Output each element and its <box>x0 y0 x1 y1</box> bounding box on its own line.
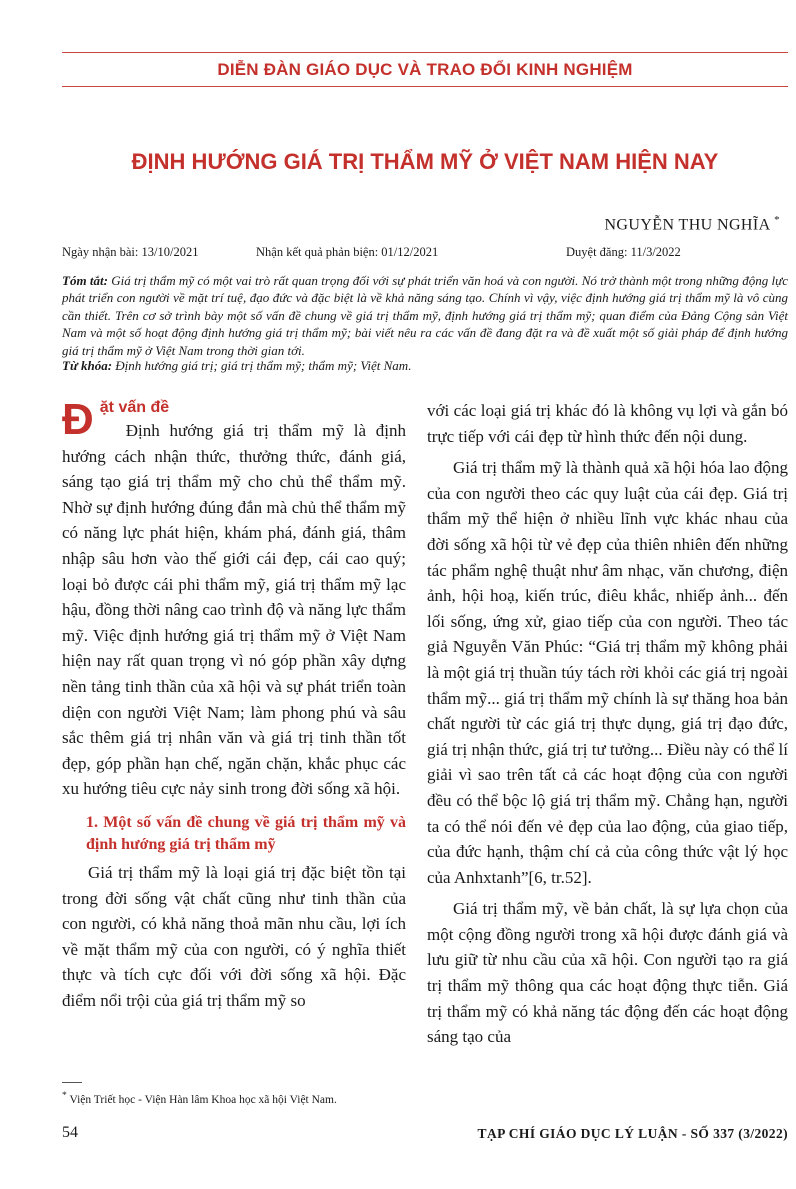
footnote-text: Viện Triết học - Viện Hàn lâm Khoa học xã hội Việt Nam. <box>69 1093 337 1106</box>
received-date: Ngày nhận bài: 13/10/2021 <box>62 245 199 259</box>
paragraph: Giá trị thẩm mỹ là loại giá trị đặc biệt tồn tại trong đời sống vật chất cũng như tinh thần của con người, có khả năng thoả mãn nhu cầu, lợi ích về mặt thẩm mỹ của con người, có ý nghĩa thiết thực và tích cực đối với đời sống xã hội. Đặc điểm nổi trội của giá trị thẩm mỹ so <box>62 862 406 1010</box>
header-rule-top <box>62 52 788 53</box>
section-header: DIỄN ĐÀN GIÁO DỤC VÀ TRAO ĐỔI KINH NGHIỆM <box>217 60 633 79</box>
approved-date: Duyệt đăng: 11/3/2022 <box>566 245 681 259</box>
header-rule-bottom <box>62 86 788 87</box>
intro-paragraph: Định hướng giá trị thẩm mỹ là định hướng cách nhận thức, thưởng thức, đánh giá, sáng tạo giá trị thẩm mỹ cho chủ thể thẩm mỹ. Nhờ sự định hướng đúng đắn mà chủ thể thẩm mỹ có năng lực phát hiện, khám phá, đánh giá, thâm nhập sâu hơn vào thế giới cái đẹp, cái cao quý; loại bỏ được cái phi thẩm mỹ, giá trị thẩm mỹ lạc hậu, đồng thời nâng cao trình độ và năng lực thẩm mỹ. Việc định hướng giá trị thẩm mỹ ở Việt Nam hiện nay rất quan trọng vì nó góp phần xây dựng nền tảng tinh thần của xã hội và sự phát triển toàn diện con người Việt Nam; làm phong phú và sâu sắc thêm giá trị nhân văn và giá trị tinh thần tốt đẹp, góp phần hạn chế, ngăn chặn, khắc phục các xu hướng tiêu cực nảy sinh trong đời sống xã hội. <box>62 421 406 799</box>
footnote-rule <box>62 1082 82 1083</box>
keywords-label: Từ khóa: <box>62 358 113 373</box>
paragraph: Giá trị thẩm mỹ là thành quả xã hội hóa lao động của con người theo các quy luật của cái đẹp. Giá trị thẩm mỹ thể hiện ở nhiều lĩnh vực khác nhau của đời sống xã hội từ vẻ đẹp của thiên nhiên đến những tác phẩm nghệ thuật như âm nhạc, văn chương, điện ảnh, hội hoạ, kiến trúc, điêu khắc, nhiếp ảnh... đến lối sống, ứng xử, giao tiếp của con người. Theo tác giả Nguyễn Văn Phúc: “Giá trị thẩm mỹ không phải là một giá trị thuần túy tách rời khỏi các giá trị ngoài thẩm mỹ... giá trị thẩm mỹ chính là sự thăng hoa bản chất người từ các giá trị thực dụng, giá trị đạo đức, giá trị nhận thức, giá trị tư tưởng... Điều này có thể lí giải vì sao trên tất cả các hoạt động của con người đều có thể bộc lộ giá trị thẩm mỹ. Chẳng hạn, người ta có thể nói đến vẻ đẹp của lao động, của giao tiếp, của đức hạnh, thậm chí cả của công thức vật lý học của Anhxtanh”[6, tr.52]. <box>427 458 788 887</box>
left-column <box>62 395 406 1013</box>
section-heading-1: 1. Một số vấn đề chung về giá trị thẩm mỹ và định hướng giá trị thẩm mỹ <box>86 813 406 853</box>
right-column <box>427 398 788 1050</box>
paragraph: Giá trị thẩm mỹ, về bản chất, là sự lựa chọn của một cộng đồng người trong xã hội được đánh giá và lưu giữ từ nhu cầu của xã hội. Con người tạo ra giá trị thẩm mỹ thông qua các hoạt động thực tiễn. Giá trị thẩm mỹ có khả năng tác động đến các hoạt động sáng tạo của <box>427 899 788 1047</box>
abstract-text: Giá trị thẩm mỹ có một vai trò rất quan trọng đối với sự phát triển văn hoá và con người. Nó trở thành một trong những động lực phát triển con người về mặt trí tuệ, đạo đức và đặc biệt là về khả năng sáng tạo. Chính vì vậy, việc định hướng giá trị thẩm mỹ là vô cùng cần thiết. Trên cơ sở trình bày một số vấn đề chung về giá trị thẩm mỹ, định hướng giá trị thẩm mỹ; quan điểm của Đảng Cộng sản Việt Nam và một số hoạt động định hướng giá trị thẩm mỹ; bài viết nêu ra các vấn đề đang đặt ra và đề xuất một số giải pháp để định hướng giá trị thẩm mỹ ở Việt Nam trong thời gian tới. <box>62 273 789 358</box>
review-date: Nhận kết quả phản biện: 01/12/2021 <box>256 245 439 259</box>
footnote <box>62 1090 462 1106</box>
keywords <box>62 358 788 374</box>
footnote-mark: * <box>62 1090 67 1101</box>
abstract <box>62 272 788 359</box>
paragraph: với các loại giá trị khác đó là không vụ lợi và gắn bó trực tiếp với cái đẹp từ hình thức đến nội dung. <box>427 401 788 446</box>
intro-heading: ặt vấn đề <box>99 399 170 416</box>
page-number: 54 <box>62 1124 78 1141</box>
dropcap: Đ <box>62 395 94 444</box>
abstract-label: Tóm tắt: <box>62 273 108 288</box>
author <box>604 214 780 234</box>
page-footer <box>62 1124 788 1144</box>
author-footnote-mark: * <box>774 214 780 226</box>
author-name: NGUYỄN THU NGHĨA <box>604 216 770 234</box>
intro-block <box>62 395 406 802</box>
keywords-text: Định hướng giá trị; giá trị thẩm mỹ; thẩm mỹ; Việt Nam. <box>115 358 412 373</box>
article-title: ĐỊNH HƯỚNG GIÁ TRỊ THẨM MỸ Ở VIỆT NAM HIỆN NAY <box>131 149 719 174</box>
journal-name: TẠP CHÍ GIÁO DỤC LÝ LUẬN - SỐ 337 (3/2022) <box>477 1126 788 1141</box>
